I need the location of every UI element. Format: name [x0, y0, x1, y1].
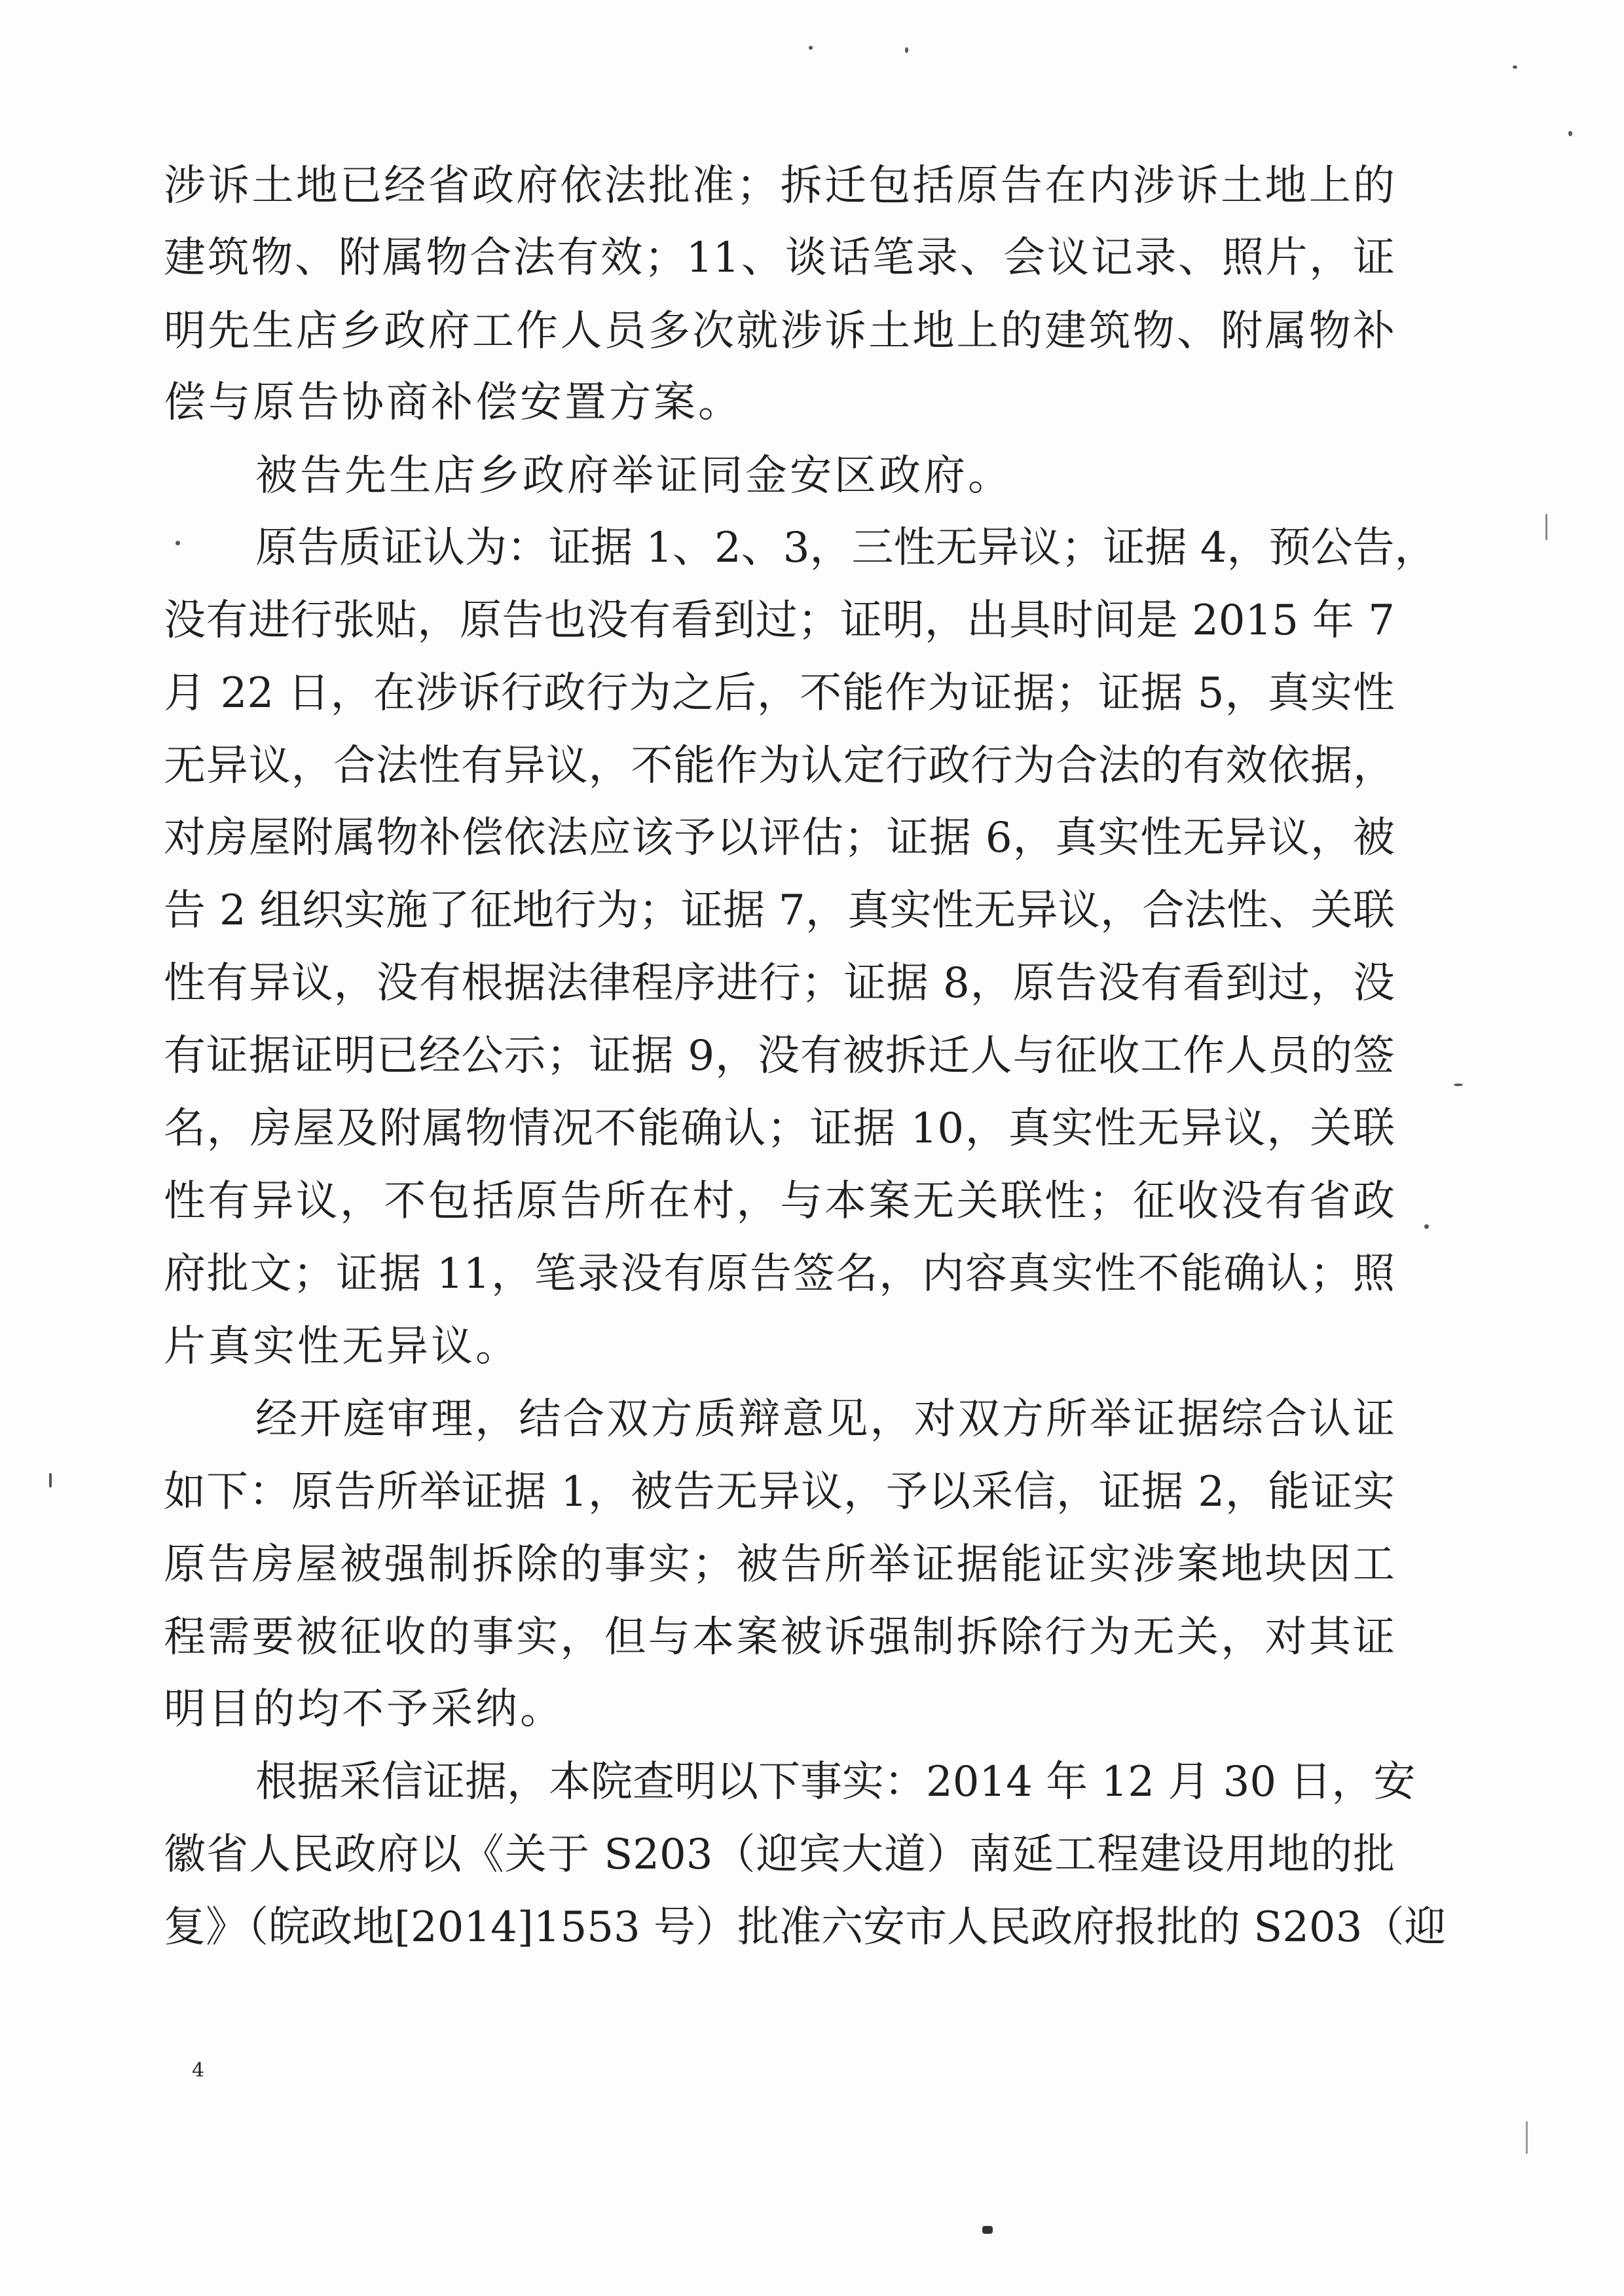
- text-line: 偿与原告协商补偿安置方案。: [164, 378, 743, 427]
- text-line: 府批文；证据 11，笔录没有原告签名，内容真实性不能确认；照: [164, 1250, 1395, 1298]
- text-line: 徽省人民政府以《关于 S203（迎宾大道）南延工程建设用地的批: [164, 1831, 1395, 1879]
- text-line: 经开庭审理，结合双方质辩意见，对双方所举证据综合认证: [255, 1395, 1395, 1444]
- text-line: 原告质证认为：证据 1、2、3，三性无异议；证据 4，预公告，: [255, 524, 1437, 572]
- text-line: 月 22 日，在涉诉行政行为之后，不能作为证据；证据 5，真实性: [164, 669, 1395, 718]
- text-line: 没有进行张贴，原告也没有看到过；证明，出具时间是 2015 年 7: [164, 596, 1395, 645]
- scan-speck: [1526, 2121, 1528, 2154]
- text-line: 建筑物、附属物合法有效；11、谈话笔录、会议记录、照片，证: [164, 234, 1395, 282]
- scan-speck: [982, 2226, 993, 2234]
- scan-speck: [1424, 1224, 1429, 1229]
- scan-speck: [1454, 1084, 1463, 1086]
- page-number: 4: [192, 2059, 205, 2082]
- text-line: 性有异议，没有根据法律程序进行；证据 8，原告没有看到过，没: [164, 959, 1395, 1008]
- text-line: 告 2 组织实施了征地行为；证据 7，真实性无异议，合法性、关联: [164, 886, 1395, 935]
- text-line: 被告先生店乡政府举证同金安区政府。: [255, 452, 1012, 500]
- text-line: 明目的均不予采纳。: [164, 1685, 564, 1734]
- scan-speck: [1568, 131, 1572, 136]
- text-line: 片真实性无异议。: [164, 1322, 520, 1371]
- text-line: 无异议，合法性有异议，不能作为认定行政行为合法的有效依据，: [164, 742, 1395, 790]
- scan-speck: [175, 541, 180, 545]
- text-line: 有证据证明已经公示；证据 9，没有被拆迁人与征收工作人员的签: [164, 1032, 1395, 1080]
- scan-speck: [1545, 514, 1547, 540]
- text-line: 原告房屋被强制拆除的事实；被告所举证据能证实涉案地块因工: [164, 1540, 1395, 1589]
- text-line: 对房屋附属物补偿依法应该予以评估；证据 6，真实性无异议，被: [164, 814, 1395, 862]
- text-line: 涉诉土地已经省政府依法批准；拆迁包括原告在内涉诉土地上的: [164, 162, 1395, 210]
- scan-speck: [905, 47, 908, 53]
- text-line: 复》（皖政地[2014]1553 号）批准六安市人民政府报批的 S203（迎: [164, 1903, 1447, 1952]
- scan-speck: [49, 1473, 52, 1487]
- text-line: 根据采信证据，本院查明以下事实：2014 年 12 月 30 日，安: [255, 1758, 1416, 1806]
- scan-speck: [809, 46, 813, 50]
- text-line: 明先生店乡政府工作人员多次就涉诉土地上的建筑物、附属物补: [164, 307, 1395, 355]
- text-line: 如下：原告所举证据 1，被告无异议，予以采信，证据 2，能证实: [164, 1468, 1395, 1516]
- scan-speck: [1513, 65, 1517, 69]
- text-line: 名，房屋及附属物情况不能确认；证据 10，真实性无异议，关联: [164, 1104, 1395, 1153]
- text-line: 性有异议，不包括原告所在村，与本案无关联性；征收没有省政: [164, 1177, 1395, 1226]
- text-line: 程需要被征收的事实，但与本案被诉强制拆除行为无关，对其证: [164, 1613, 1395, 1662]
